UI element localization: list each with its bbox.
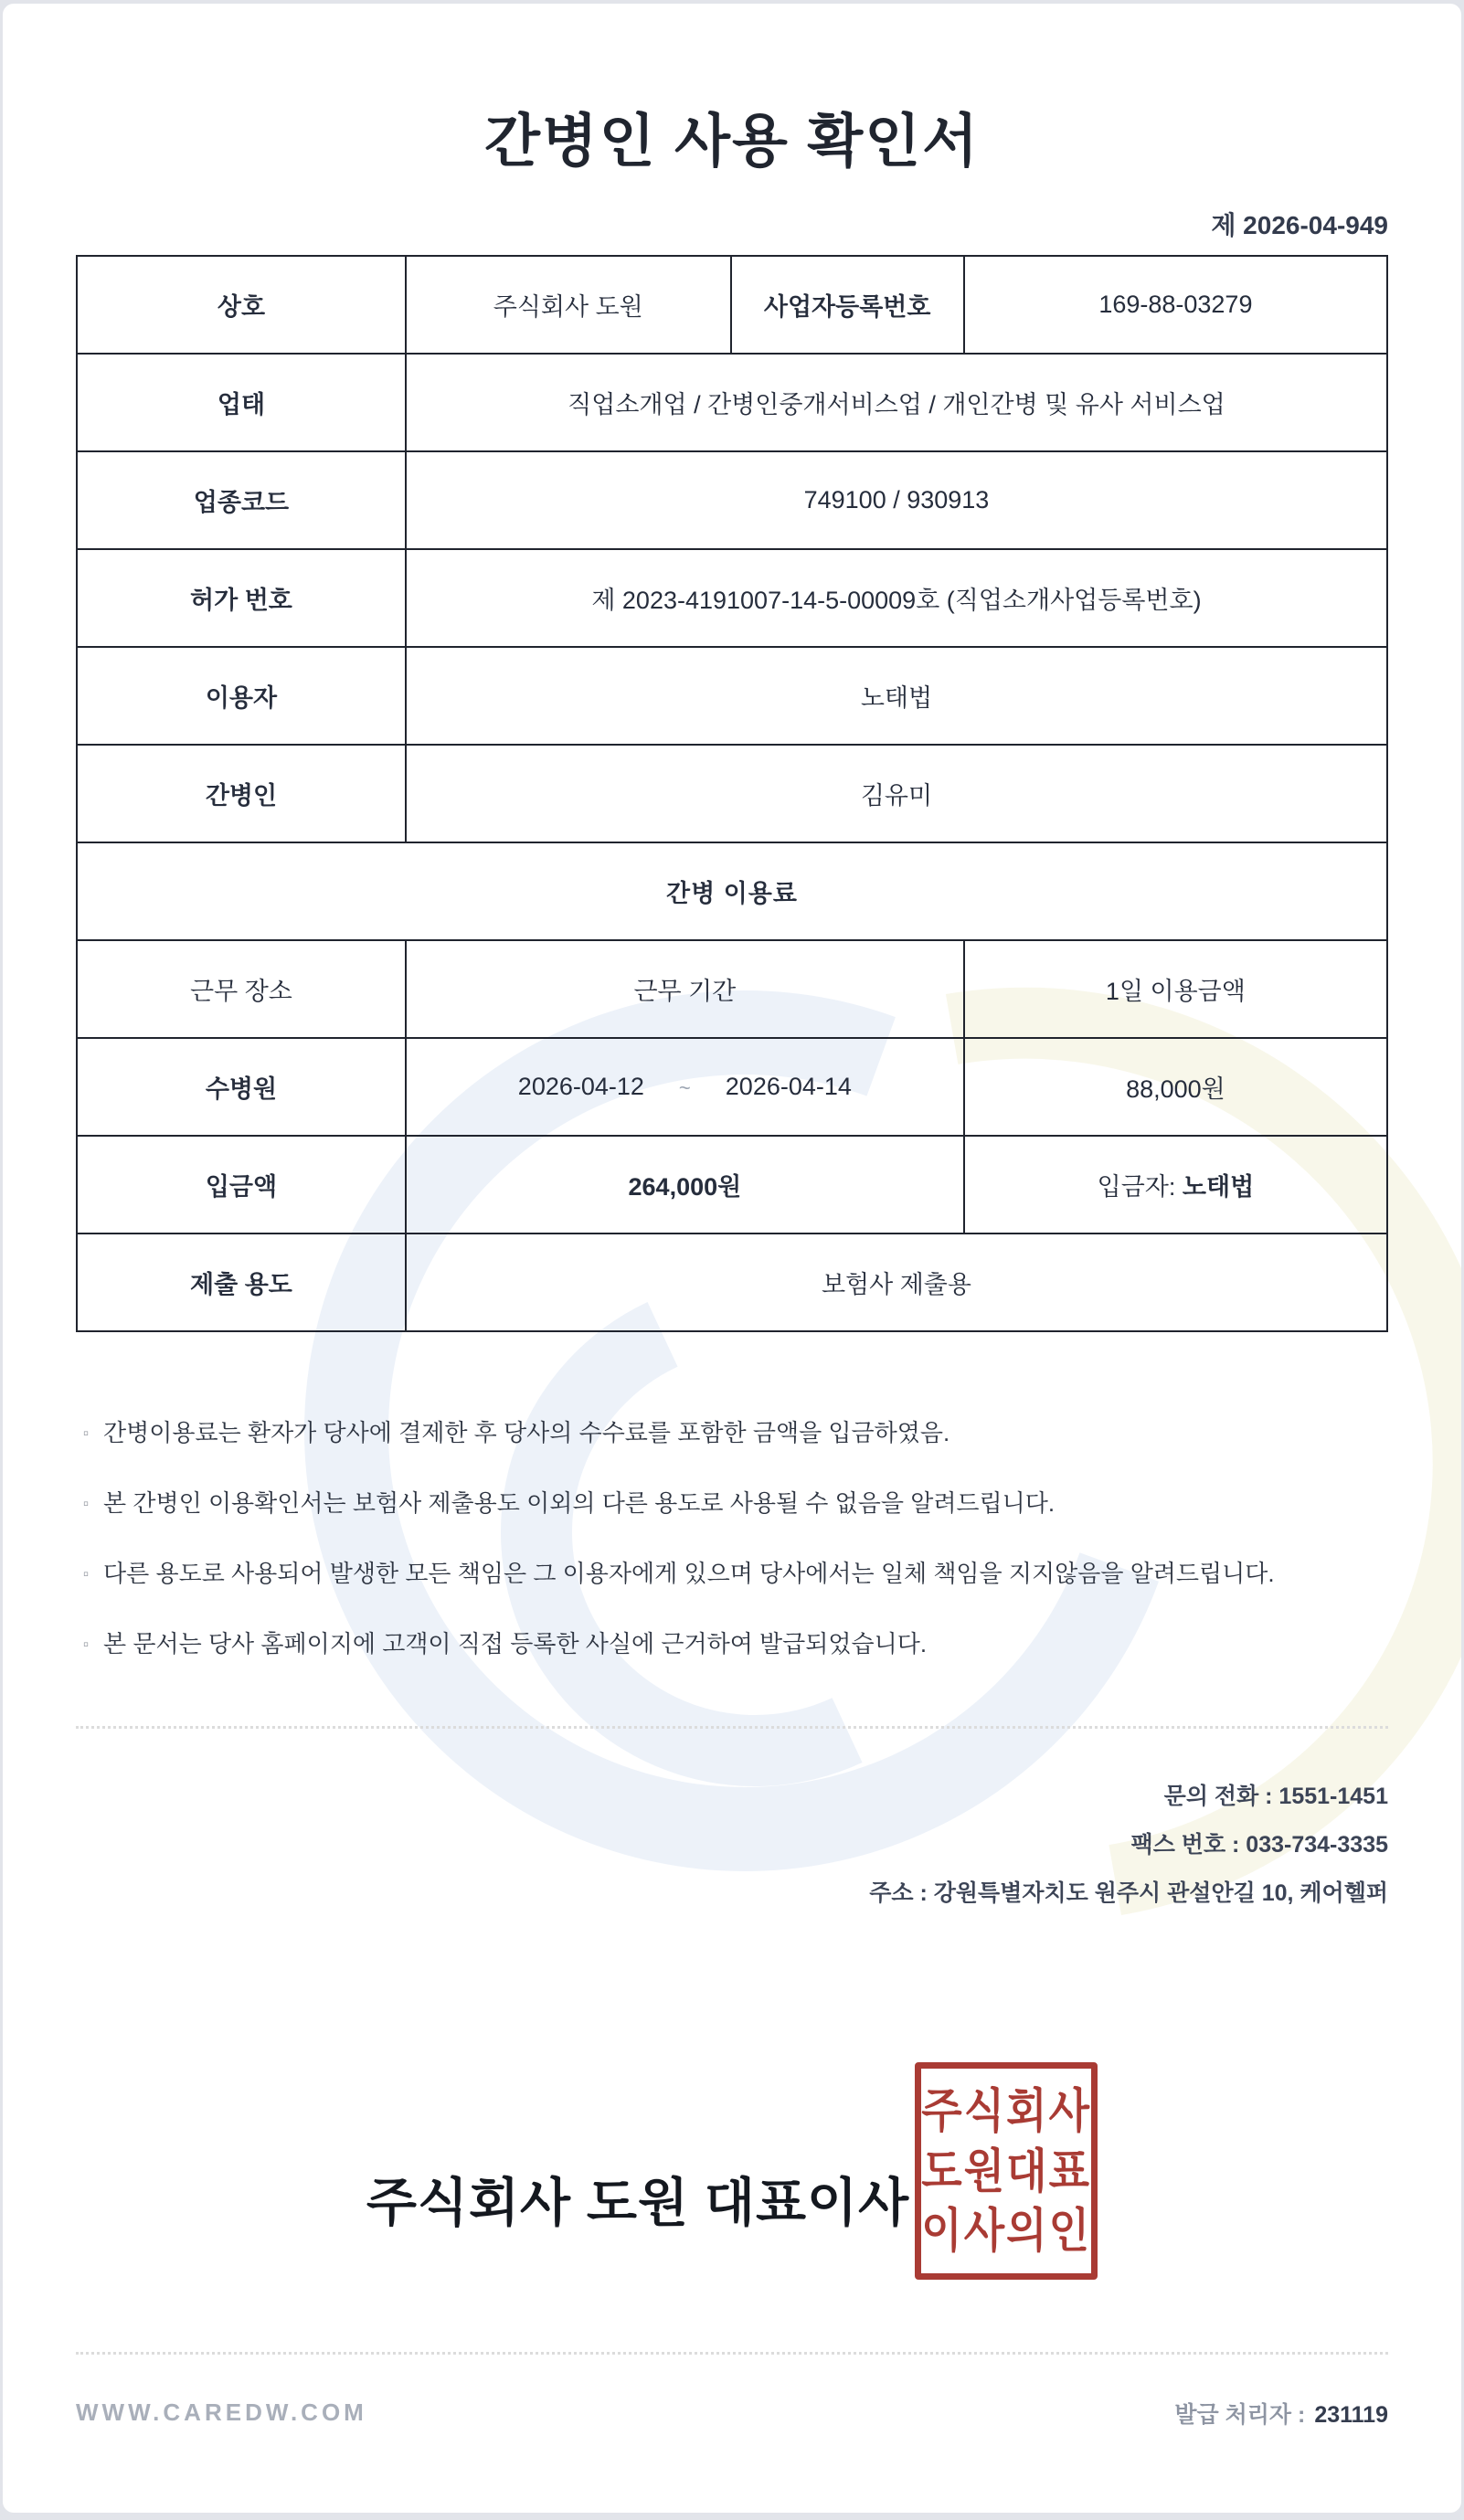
business-reg-value: 169-88-03279 xyxy=(964,256,1387,354)
daily-fee-header: 1일 이용금액 xyxy=(964,940,1387,1038)
square-bullet-icon: ▫ xyxy=(83,1564,90,1583)
issuer-value: 231119 xyxy=(1314,2401,1388,2428)
depositor-value: 노태법 xyxy=(1182,1173,1255,1201)
page-title: 간병인 사용 확인서 xyxy=(484,110,980,174)
note-text: 다른 용도로 사용되어 발생한 모든 책임은 그 이용자에게 있으며 당사에서는 일체 책임을 지지않음을 알려드립니다. xyxy=(103,1559,1275,1587)
table-row-permit xyxy=(77,549,1387,647)
table-row-purpose xyxy=(77,1234,1387,1331)
note-item xyxy=(83,1420,1388,1447)
table-row-code xyxy=(77,451,1387,549)
note-text: 간병이용료는 환자가 당사에 결제한 후 당사의 수수료를 포함한 금액을 입금하였음. xyxy=(103,1419,950,1446)
note-item xyxy=(83,1631,1388,1658)
permit-number-label: 허가 번호 xyxy=(77,549,406,647)
industry-value: 직업소개업 / 간병인중개서비스업 / 개인간병 및 유사 서비스업 xyxy=(406,354,1387,451)
work-place-header: 근무 장소 xyxy=(77,940,406,1038)
seal-text-line: 이사의인 xyxy=(921,2203,1092,2258)
notes-section xyxy=(83,1420,1388,1658)
table-row-fee-values xyxy=(77,1038,1387,1136)
note-item xyxy=(83,1561,1388,1588)
document-number: 제 2026-04-949 xyxy=(1211,211,1388,239)
deposit-value: 264,000원 xyxy=(406,1136,964,1234)
work-period-header: 근무 기간 xyxy=(406,940,964,1038)
website-url: WWW.CAREDW.COM xyxy=(76,2398,367,2427)
user-label: 이용자 xyxy=(77,647,406,745)
table-row-fee-title xyxy=(77,842,1387,940)
seal-text-line: 도원대표 xyxy=(921,2144,1092,2197)
seal-text-line: 주식회사 xyxy=(921,2083,1092,2138)
issuer-label: 발급 처리자 : xyxy=(1174,2401,1306,2428)
business-reg-label: 사업자등록번호 xyxy=(731,256,964,354)
work-period-value xyxy=(406,1038,964,1136)
caregiver-value: 김유미 xyxy=(406,745,1387,842)
table-row-fee-header xyxy=(77,940,1387,1038)
info-table xyxy=(76,255,1388,1332)
table-row-deposit xyxy=(77,1136,1387,1234)
industry-code-value: 749100 / 930913 xyxy=(406,451,1387,549)
table-row-industry xyxy=(77,354,1387,451)
depositor-cell xyxy=(964,1136,1387,1234)
corporate-seal-stamp xyxy=(915,2062,1098,2280)
square-bullet-icon: ▫ xyxy=(83,1635,90,1653)
purpose-value: 보험사 제출용 xyxy=(406,1234,1387,1331)
contact-phone: 문의 전화 : 1551-1451 xyxy=(1163,1783,1388,1809)
footer xyxy=(76,2397,1388,2430)
document-page xyxy=(3,4,1461,2513)
contact-block xyxy=(76,1778,1388,1908)
industry-code-label: 업종코드 xyxy=(77,451,406,549)
signature-block xyxy=(76,2052,1388,2290)
dotted-divider-top xyxy=(76,1726,1388,1729)
note-text: 본 문서는 당사 홈페이지에 고객이 직접 등록한 사실에 근거하여 발급되었습니다. xyxy=(103,1629,928,1657)
company-value: 주식회사 도원 xyxy=(406,256,731,354)
depositor-label: 입금자: xyxy=(1097,1173,1176,1201)
company-signature-text: 주식회사 도원 대표이사 xyxy=(366,2173,910,2232)
contact-address: 주소 : 강원특별자치도 원주시 관설안길 10, 케어헬퍼 xyxy=(869,1879,1388,1906)
contact-fax: 팩스 번호 : 033-734-3335 xyxy=(1130,1831,1388,1858)
period-start: 2026-04-12 xyxy=(517,1073,644,1100)
dotted-divider-bottom xyxy=(76,2352,1388,2355)
note-text: 본 간병인 이용확인서는 보험사 제출용도 이외의 다른 용도로 사용될 수 없음을 알려드립니다. xyxy=(103,1488,1056,1517)
table-row-company xyxy=(77,256,1387,354)
note-item xyxy=(83,1490,1388,1518)
purpose-label: 제출 용도 xyxy=(77,1234,406,1331)
deposit-label: 입금액 xyxy=(77,1136,406,1234)
company-label: 상호 xyxy=(77,256,406,354)
work-place-value: 수병원 xyxy=(77,1038,406,1136)
square-bullet-icon: ▫ xyxy=(83,1424,90,1442)
period-end: 2026-04-14 xyxy=(725,1073,852,1100)
daily-fee-value: 88,000원 xyxy=(964,1038,1387,1136)
period-separator: ~ xyxy=(678,1076,691,1099)
issuer-info xyxy=(1174,2397,1388,2430)
fee-section-title: 간병 이용료 xyxy=(77,842,1387,940)
caregiver-label: 간병인 xyxy=(77,745,406,842)
table-row-user xyxy=(77,647,1387,745)
square-bullet-icon: ▫ xyxy=(83,1494,90,1512)
user-value: 노태법 xyxy=(406,647,1387,745)
table-row-caregiver xyxy=(77,745,1387,842)
industry-label: 업태 xyxy=(77,354,406,451)
permit-number-value: 제 2023-4191007-14-5-00009호 (직업소개사업등록번호) xyxy=(406,549,1387,647)
